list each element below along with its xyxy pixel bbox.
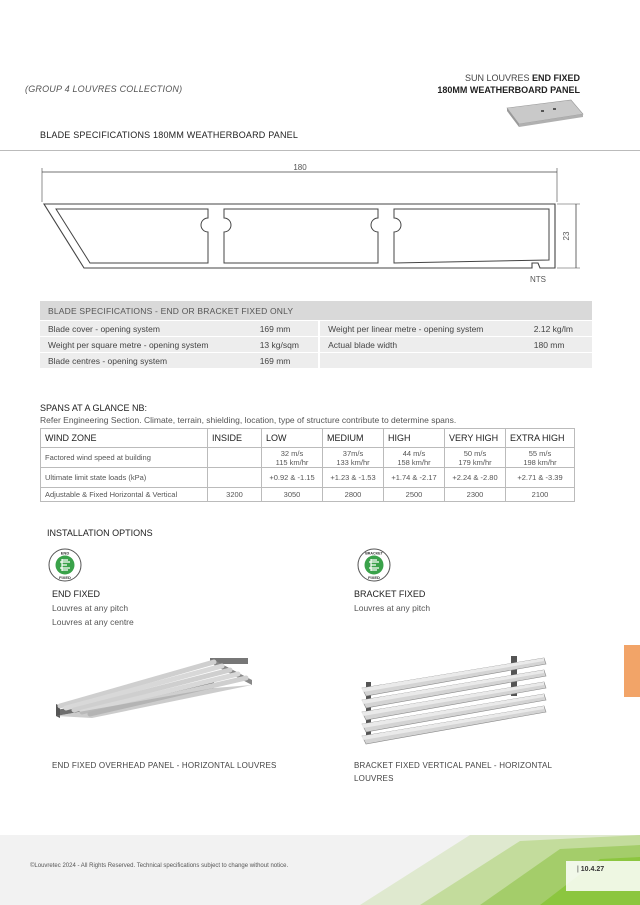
bracket-fixed-panel-image [356, 652, 551, 747]
wind-speed-kmh: 133 km/hr [336, 457, 370, 467]
wind-speed-ms: 44 m/s [402, 448, 426, 458]
table-cell [445, 448, 506, 468]
span-cell: 3050 [262, 488, 323, 502]
spec-label [319, 353, 526, 369]
table-cell [208, 468, 262, 488]
scale-note: NTS [530, 275, 546, 284]
end-fixed-feature: Louvres at any pitch [52, 603, 129, 613]
col-header: INSIDE [208, 429, 262, 448]
badge-top-text: BRACKET [365, 551, 383, 556]
spec-label: Weight per linear metre - opening system [319, 321, 526, 337]
spec-label: Weight per square metre - opening system [40, 337, 252, 353]
spec-value: 169 mm [252, 353, 319, 369]
table-row [41, 468, 575, 488]
collection-label: (GROUP 4 LOUVRES COLLECTION) [25, 84, 183, 94]
spec-value: 169 mm [252, 321, 319, 337]
col-header: EXTRA HIGH [506, 429, 575, 448]
end-fixed-panel-image [52, 652, 257, 724]
spec-label: Actual blade width [319, 337, 526, 353]
copyright-text: ©Louvretec 2024 - All Rights Reserved. Technical specifications subject to change without notice. [30, 863, 289, 869]
section-divider [0, 150, 640, 151]
span-cell: 3200 [208, 488, 262, 502]
spec-value: 2.12 kg/lm [526, 321, 592, 337]
row-label: Adjustable & Fixed Horizontal & Vertical [41, 488, 208, 502]
spec-label: Blade cover - opening system [40, 321, 252, 337]
height-dimension-label: 23 [562, 231, 571, 241]
load-cell: +2.71 & -3.39 [506, 468, 575, 488]
col-header: MEDIUM [323, 429, 384, 448]
wind-speed-kmh: 179 km/hr [458, 457, 492, 467]
width-dimension-label: 180 [293, 163, 307, 172]
spans-note: Refer Engineering Section. Climate, terrain, shielding, location, type of structure contribute to determine spans. [40, 415, 457, 425]
col-header: LOW [262, 429, 323, 448]
product-fixing: END FIXED [531, 73, 580, 83]
section-title: BLADE SPECIFICATIONS 180MM WEATHERBOARD PANEL [40, 130, 299, 140]
span-cell: 2300 [445, 488, 506, 502]
end-fixed-title: END FIXED [52, 589, 101, 599]
blade-thumbnail-image [505, 98, 585, 128]
end-fixed-badge-icon [48, 548, 82, 582]
end-fixed-feature: Louvres at any centre [52, 617, 134, 627]
wind-speed-ms: 37m/s [342, 448, 364, 458]
table-row [41, 448, 575, 468]
load-cell: +1.23 & -1.53 [323, 468, 384, 488]
page-number-value: 10.4.27 [580, 866, 605, 873]
table-row [40, 337, 592, 353]
table-cell [323, 448, 384, 468]
bracket-fixed-caption [354, 759, 552, 785]
row-label: Ultimate limit state loads (kPa) [41, 468, 208, 488]
badge-top-text: END [60, 550, 70, 556]
span-cell: 2800 [323, 488, 384, 502]
footer-background [0, 835, 640, 905]
installation-title: INSTALLATION OPTIONS [47, 528, 153, 538]
table-cell [208, 448, 262, 468]
bracket-fixed-feature: Louvres at any pitch [354, 603, 431, 613]
col-header: VERY HIGH [445, 429, 506, 448]
product-name: 180MM WEATHERBOARD PANEL [437, 85, 580, 95]
caption-line: LOUVRES [354, 774, 394, 783]
bracket-fixed-title: BRACKET FIXED [354, 589, 426, 599]
page-separator: | [577, 866, 579, 873]
badge-bottom-text: FIXED [368, 575, 380, 580]
spec-label: Blade centres - opening system [40, 353, 252, 369]
spans-title: SPANS AT A GLANCE NB: [40, 403, 148, 413]
badge-bottom-text: FIXED [59, 575, 71, 580]
spec-value: 13 kg/sqm [252, 337, 319, 353]
section-tab [624, 645, 640, 697]
wind-speed-kmh: 158 km/hr [397, 457, 431, 467]
end-fixed-caption: END FIXED OVERHEAD PANEL - HORIZONTAL LOUVRES [52, 761, 277, 770]
product-title [437, 72, 580, 96]
product-prefix: SUN LOUVRES [464, 73, 530, 83]
spec-value [526, 353, 592, 369]
blade-spec-table [40, 301, 592, 368]
col-header: WIND ZONE [41, 429, 208, 448]
wind-speed-ms: 32 m/s [280, 448, 304, 458]
table-cell [384, 448, 445, 468]
blade-spec-heading: BLADE SPECIFICATIONS - END OR BRACKET FIXED ONLY [40, 301, 592, 321]
span-cell: 2500 [384, 488, 445, 502]
spec-value: 180 mm [526, 337, 592, 353]
bracket-fixed-badge-icon [357, 548, 391, 582]
caption-line: BRACKET FIXED VERTICAL PANEL - HORIZONTAL [354, 761, 553, 770]
wind-speed-kmh: 198 km/hr [523, 457, 557, 467]
row-label: Factored wind speed at building [41, 448, 208, 468]
table-row [40, 353, 592, 369]
span-cell: 2100 [506, 488, 575, 502]
col-header: HIGH [384, 429, 445, 448]
wind-speed-ms: 50 m/s [463, 448, 487, 458]
table-cell [262, 448, 323, 468]
load-cell: +1.74 & -2.17 [384, 468, 445, 488]
load-cell: +2.24 & -2.80 [445, 468, 506, 488]
wind-speed-kmh: 115 km/hr [275, 457, 309, 467]
spans-table [40, 428, 575, 502]
blade-profile-drawing [30, 160, 590, 285]
table-header-row [41, 429, 575, 448]
table-row [40, 321, 592, 337]
load-cell: +0.92 & -1.15 [262, 468, 323, 488]
table-row [41, 488, 575, 502]
wind-speed-ms: 55 m/s [528, 448, 552, 458]
page-number [577, 866, 604, 873]
table-cell [506, 448, 575, 468]
